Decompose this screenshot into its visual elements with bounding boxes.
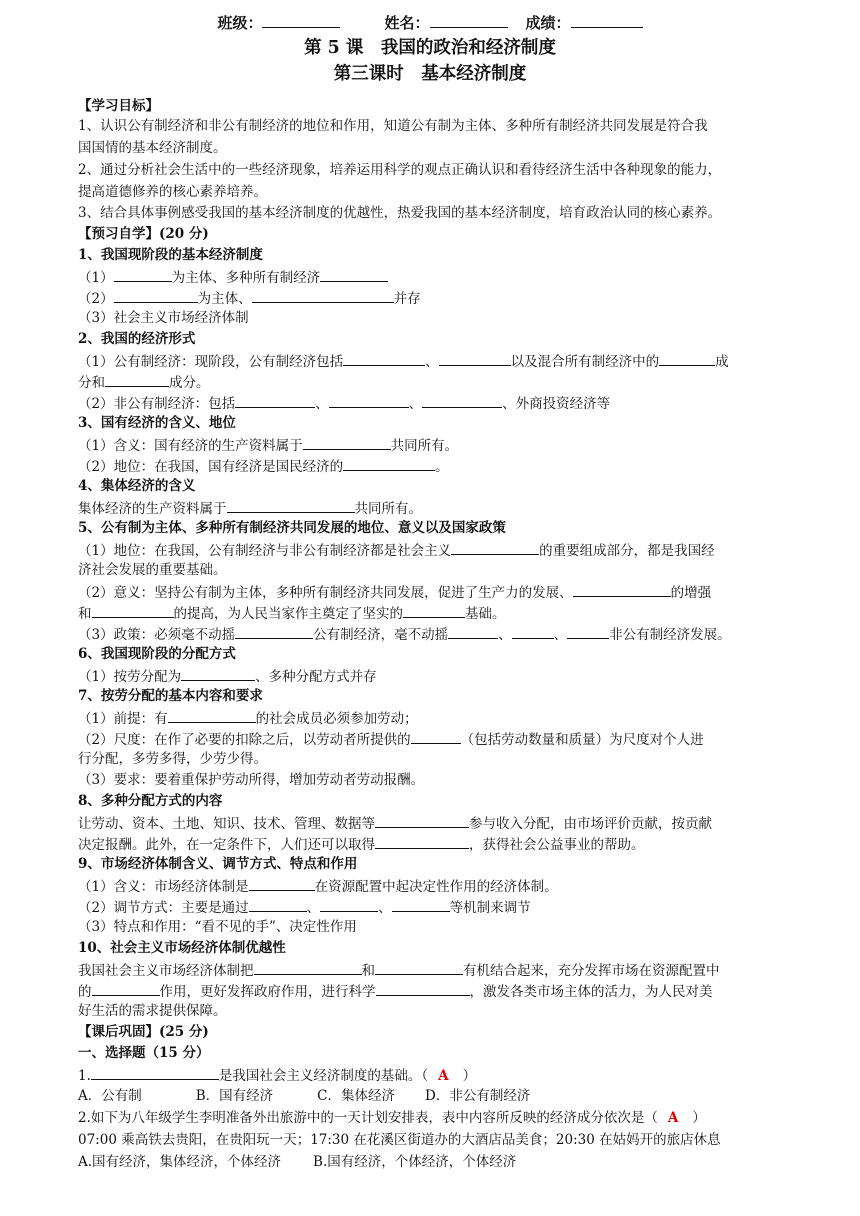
fill-blank[interactable] [573,581,671,597]
fill-blank[interactable] [254,959,362,975]
section-8-title: 8、多种分配方式的内容 [78,793,223,809]
fill-blank[interactable] [375,833,469,849]
section-3-title: 3、国有经济的含义、地位 [78,415,236,431]
section-5-title: 5、公有制为主体、多种所有制经济共同发展的地位、意义以及国家政策 [78,520,506,536]
section-2-line-2: 分和 成分。 [78,371,860,393]
name-blank[interactable] [430,12,508,28]
objective-line: 2、通过分析社会生活中的一些经济现象，培养运用科学的观点正确认识和看待经济生活中各种现象的能力， [78,162,722,178]
fill-blank[interactable] [567,623,609,639]
fill-blank[interactable] [448,623,498,639]
section-10-line-1: 我国社会主义市场经济体制把 和 有机结合起来，充分发挥市场在资源配置中 [78,959,860,981]
section-5-line-3: （2）意义：坚持公有制为主体，多种所有制经济共同发展，促进了生产力的发展、 的增强 [78,581,860,603]
section-2-line-1: （1）公有制经济：现阶段，公有制经济包括 、 以及混合所有制经济中的 成 [78,350,860,372]
fill-blank[interactable] [92,980,160,996]
section-9-line-2: （2）调节方式：主要是通过 、 、 等机制来调节 [78,896,860,918]
score-blank[interactable] [571,12,643,28]
section-4-line-1: 集体经济的生产资料属于 共同所有。 [78,497,860,519]
fill-blank[interactable] [375,812,469,828]
section-7-line-2: （2）尺度：在作了必要的扣除之后，以劳动者所提供的 （包括劳动数量和质量）为尺度对个人进 [78,728,860,750]
section-1-title: 1、我国现阶段的基本经济制度 [78,247,263,263]
option-c[interactable]: C．集体经济 [317,1088,396,1104]
section-2-title: 2、我国的经济形式 [78,331,196,347]
section-10-line-3: 好生活的需求提供保障。 [78,1003,227,1019]
section-1-line-3: （3）社会主义市场经济体制 [78,310,249,326]
student-info-header [0,12,860,33]
section-7-line-4: （3）要求：要着重保护劳动所得，增加劳动者劳动报酬。 [78,772,425,788]
fill-blank[interactable] [181,665,255,681]
fill-blank[interactable] [411,728,461,744]
fill-blank[interactable] [235,392,315,408]
section-8-line-1: 让劳动、资本、土地、知识、技术、管理、数据等 参与收入分配，由市场评价贡献，按贡献 [78,812,860,834]
preview-heading: 【预习自学】(20 分) [78,226,209,242]
period-title: 第三课时 基本经济制度 [333,64,527,84]
objective-line: 3、结合具体事例感受我国的基本经济制度的优越性，热爱我国的基本经济制度，培育政治认同的核心素养。 [78,205,722,221]
name-label: 姓名： [384,14,430,32]
question-1-options [78,1086,860,1106]
question-2-schedule: 07:00 乘高铁去贵阳，在贵阳玩一天；17:30 在花溪区街道办的大酒店品美食；20:30 在姑妈开的旅店休息 [78,1132,721,1148]
fill-blank[interactable] [235,623,313,639]
section-3-line-2: （2）地位：在我国，国有经济是国民经济的 。 [78,455,860,477]
choice-section-title: 一、选择题（15 分） [78,1045,210,1061]
section-3-line-1: （1）含义：国有经济的生产资料属于 共同所有。 [78,434,860,456]
objective-line: 1、认识公有制经济和非公有制经济的地位和作用，知道公有制为主体、多种所有制经济共同发展是符合我 [78,118,708,134]
objectives-heading: 【学习目标】 [78,98,159,114]
section-2-line-3: （2）非公有制经济：包括 、 、 、外商投资经济等 [78,392,860,414]
fill-blank[interactable] [422,392,502,408]
section-9-line-3: （3）特点和作用：“看不见的手”、决定性作用 [78,919,357,935]
fill-blank[interactable] [451,539,539,555]
fill-blank[interactable] [114,287,198,303]
fill-blank[interactable] [249,875,315,891]
fill-blank[interactable] [512,623,554,639]
fill-blank[interactable] [375,959,463,975]
objective-line: 提高道德修养的核心素养培养。 [78,184,267,200]
option-b[interactable]: B．国有经济 [195,1088,274,1104]
fill-blank[interactable] [91,1064,219,1080]
fill-blank[interactable] [392,896,450,912]
fill-blank[interactable] [343,455,435,471]
fill-blank[interactable] [376,980,470,996]
fill-blank[interactable] [343,350,425,366]
section-10-title: 10、社会主义市场经济体制优越性 [78,940,286,956]
fill-blank[interactable] [105,371,169,387]
section-7-line-1: （1）前提：有 的社会成员必须参加劳动； [78,707,860,729]
section-5-line-4: 和 的提高，为人民当家作主奠定了坚实的 基础。 [78,602,860,624]
section-7-title: 7、按劳分配的基本内容和要求 [78,688,263,704]
fill-blank[interactable] [114,266,172,282]
question-2-options [78,1152,860,1172]
fill-blank[interactable] [439,350,511,366]
fill-blank[interactable] [403,602,465,618]
section-6-title: 6、我国现阶段的分配方式 [78,646,236,662]
section-5-line-5: （3）政策：必须毫不动摇 公有制经济，毫不动摇 、 、 非公有制经济发展。 [78,623,860,645]
review-heading: 【课后巩固】(25 分) [78,1024,209,1040]
section-4-title: 4、集体经济的含义 [78,478,196,494]
question-2: 2.如下为八年级学生李明准备外出旅游中的一天计划安排表，表中内容所反映的经济成分依次是（ A ） [78,1110,706,1126]
fill-blank[interactable] [227,497,355,513]
question-1: 1. 是我国社会主义经济制度的基础。（ A ） [78,1064,860,1086]
class-blank[interactable] [262,12,340,28]
fill-blank[interactable] [329,392,409,408]
section-1-line-2: （2） 为主体、 并存 [78,287,860,309]
score-label: 成绩： [525,14,571,32]
section-10-line-2: 的 作用，更好发挥政府作用，进行科学 ，激发各类市场主体的活力，为人民对美 [78,980,860,1002]
fill-blank[interactable] [320,266,388,282]
class-label: 班级： [217,14,263,32]
lesson-title: 第 5 课 我国的政治和经济制度 [304,38,556,58]
answer-mark: A [438,1068,449,1084]
fill-blank[interactable] [92,602,174,618]
section-9-line-1: （1）含义：市场经济体制是 在资源配置中起决定性作用的经济体制。 [78,875,860,897]
fill-blank[interactable] [249,896,307,912]
option-d[interactable]: D．非公有制经济 [425,1088,531,1104]
section-5-line-2: 济社会发展的重要基础。 [78,562,227,578]
section-8-line-2: 决定报酬。此外，在一定条件下，人们还可以取得 ，获得社会公益事业的帮助。 [78,833,860,855]
fill-blank[interactable] [320,896,378,912]
section-7-line-3: 行分配，多劳多得，少劳少得。 [78,751,267,767]
section-9-title: 9、市场经济体制含义、调节方式、特点和作用 [78,856,358,872]
option-b[interactable]: B.国有经济，个体经济，个体经济 [313,1154,517,1170]
fill-blank[interactable] [168,707,256,723]
option-a[interactable]: A．公有制 [78,1088,142,1104]
answer-mark: A [667,1110,679,1126]
fill-blank[interactable] [303,434,391,450]
fill-blank[interactable] [252,287,394,303]
section-1-line-1: （1） 为主体、多种所有制经济 [78,266,860,288]
option-a[interactable]: A.国有经济，集体经济，个体经济 [78,1154,282,1170]
objective-line: 国国情的基本经济制度。 [78,140,227,156]
fill-blank[interactable] [659,350,715,366]
section-5-line-1: （1）地位：在我国，公有制经济与非公有制经济都是社会主义 的重要组成部分，都是我国经 [78,539,860,561]
section-6-line-1: （1）按劳分配为 、多种分配方式并存 [78,665,860,687]
